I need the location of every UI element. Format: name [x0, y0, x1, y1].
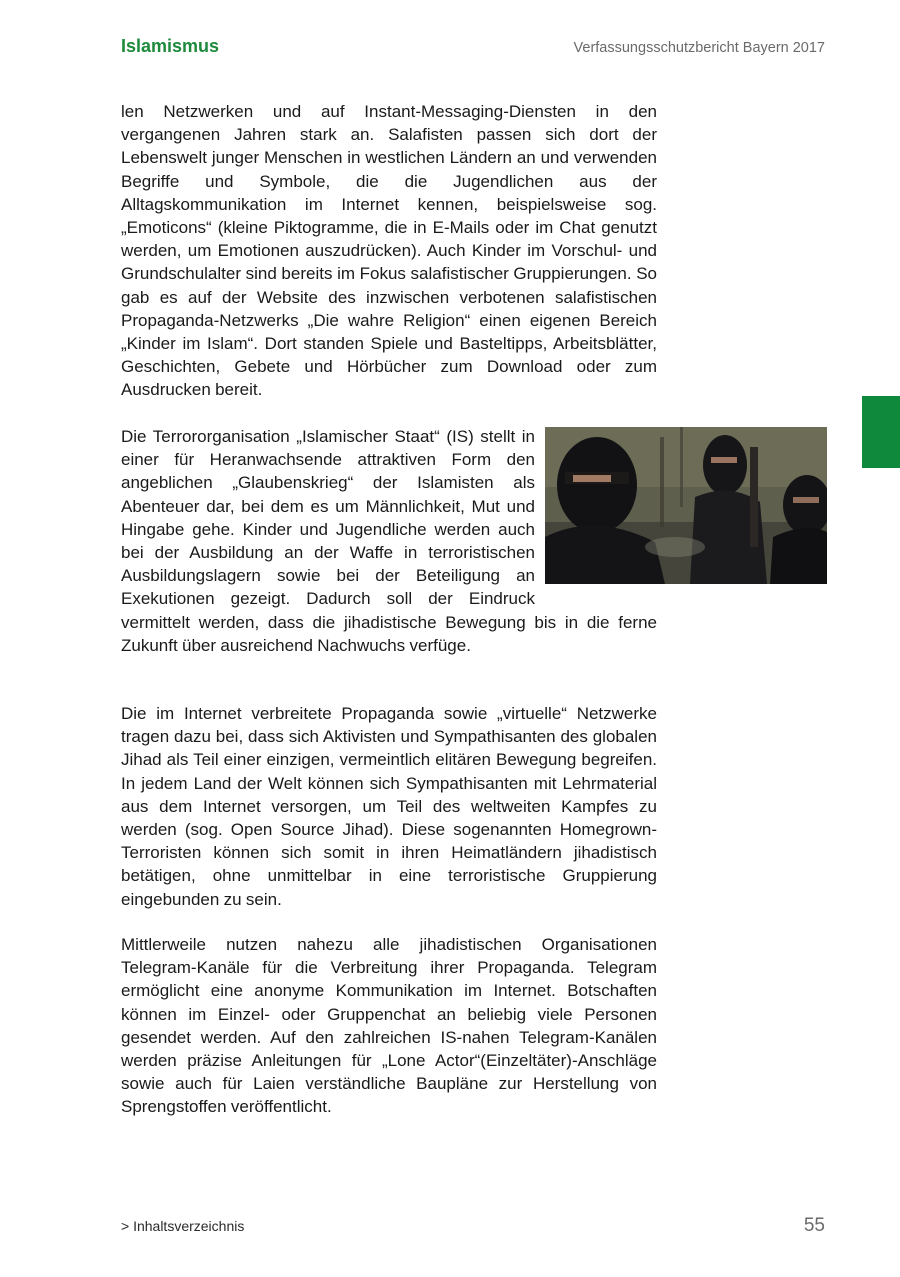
report-title: Verfassungsschutzbericht Bayern 2017 — [573, 40, 825, 56]
section-title: Islamismus — [121, 36, 220, 56]
paragraph-4: Mittlerweile nutzen nahezu alle jihadistischen Organisationen Telegram-Kanäle für die Verbreitung ihrer Propaganda. Telegram ermöglicht eine anonyme Kommunikation im Internet. Botschaften können im Einzel- oder Gruppenchat an beliebig viele Personen gesendet werden. Auf den zahlreichen IS-nahen Telegram-Kanälen werden präzise Anleitungen für „Lone Actor“(Einzeltäter)-Anschläge sowie auch für Laien verständliche Baupläne zur Herstellung von Sprengstoffen veröffentlicht. — [121, 935, 657, 1117]
paragraph-3: Die im Internet verbreitete Propaganda sowie „virtuelle“ Netzwerke tragen dazu bei, dass sich Aktivisten und Sympathisanten des globalen Jihad als Teil einer einzigen, vermeintlich elitären Bewegung begreifen. In jedem Land der Welt können sich Sympathisanten mit Lehrmaterial aus dem Internet versorgen, um Teil des weltweiten Kampfes zu werden (sog. Open Source Jihad). Diese sogenannten Homegrown-Terroristen können sich somit in ihren Heimatländern jihadistisch betätigen, ohne unmittelbar in eine terroristische Gruppierung eingebunden zu sein. — [121, 704, 657, 909]
table-of-contents-link[interactable]: > Inhaltsverzeichnis — [121, 1218, 245, 1234]
paragraph-2: Die Terrororganisation „Islamischer Staat“ (IS) stellt in einer für Heranwachsende attraktiven Form den angeblichen „Glaubenskrieg“ der Islamisten als Abenteuer dar, bei dem es um Männlichkeit, Mut und Hingabe gehe. Kinder und Jugendliche werden auch bei der Ausbildung an der Waffe in terroristischen Ausbildungslagern sowie bei der Beteiligung an Exekutionen gezeigt. Dadurch soll der Eindruck vermittelt werden, dass die jihadistische Bewegung bis in die ferne Zukunft über ausreichend Nachwuchs verfüge. — [121, 427, 657, 655]
page-number: 55 — [803, 1215, 825, 1236]
propaganda-photo — [545, 427, 827, 584]
paragraph-2-block — [121, 425, 657, 657]
chapter-tab-marker — [862, 396, 900, 468]
paragraph-1: len Netzwerken und auf Instant-Messaging-Diensten in den vergangenen Jahren stark an. Salafisten passen sich dort der Lebenswelt junger Menschen in westlichen Ländern an und verwenden Begriffe und Symbole, die die Jugendlichen aus der Alltagskommunikation im Internet kennen, beispielsweise sog. „Emoticons“ (kleine Piktogramme, die in E-Mails oder im Chat genutzt werden, um Emotionen auszudrücken). Auch Kinder im Vorschul- und Grundschulalter sind bereits im Fokus salafistischer Gruppierungen. So gab es auf der Website des inzwischen verbotenen salafistischen Propaganda-Netzwerks „Die wahre Religion“ einen eigenen Bereich „Kinder im Islam“. Dort standen Spiele und Basteltipps, Arbeitsblätter, Geschichten, Gebete und Hörbücher zum Download oder zum Ausdrucken bereit. — [121, 102, 657, 400]
